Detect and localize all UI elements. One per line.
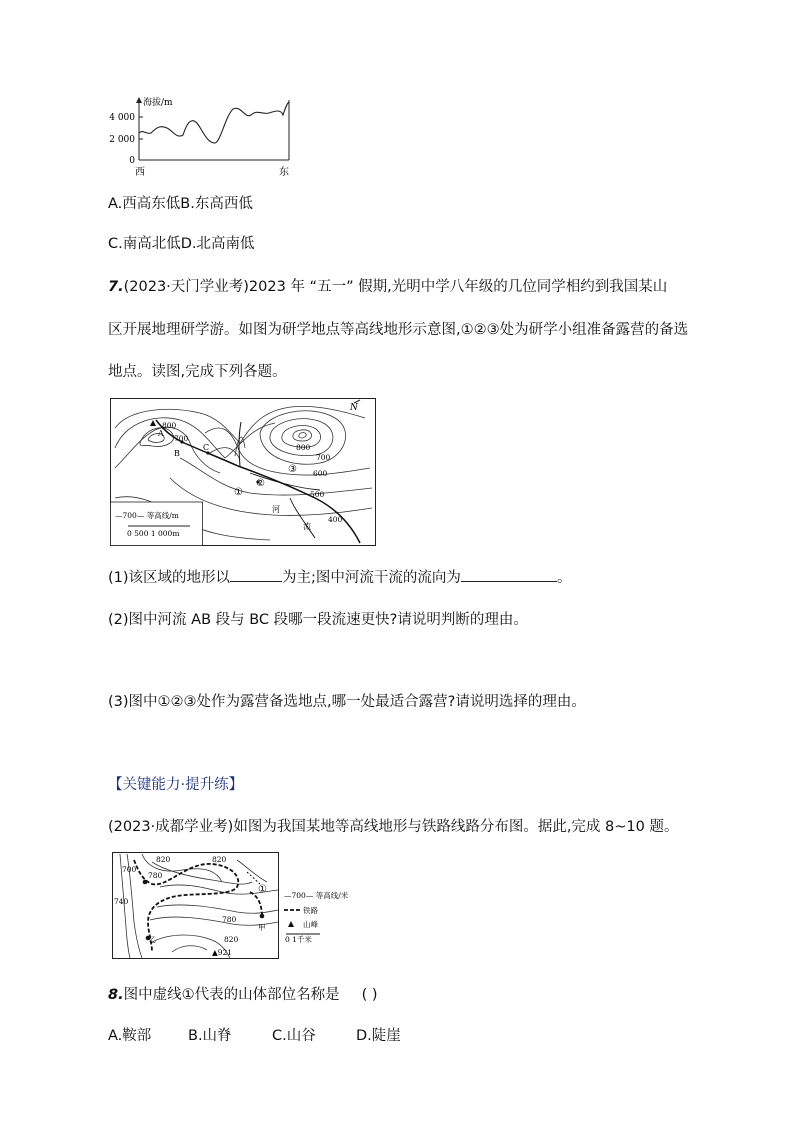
label-dashed-1: ① xyxy=(258,884,267,895)
contour-map-figure xyxy=(110,398,376,546)
q7-sub1-blank1[interactable] xyxy=(230,567,282,582)
elevation-profile-figure xyxy=(105,95,300,180)
q7-number: 7. xyxy=(108,279,124,295)
label-780-a: 780 xyxy=(148,871,163,880)
site-1: ① xyxy=(234,487,243,498)
site-2: ② xyxy=(256,478,265,489)
north-label: N xyxy=(350,403,358,413)
q8-option-a[interactable]: A.鞍部 xyxy=(108,1028,152,1044)
legend-scale: 0 500 1 000m xyxy=(127,529,180,538)
section-intro: (2023·成都学业考)如图为我国某地等高线地形与铁路线路分布图。据此,完成 8~10 题。 xyxy=(108,819,679,835)
q8-option-b[interactable]: B.山脊 xyxy=(188,1028,232,1044)
label-400: 400 xyxy=(328,515,343,524)
legend-contour-3: —700— 等高线/米 xyxy=(284,891,349,900)
label-C: C xyxy=(203,443,210,452)
q8-options xyxy=(108,1024,401,1045)
label-west: 西 xyxy=(135,167,145,178)
label-740: 740 xyxy=(114,897,129,906)
label-liu: 流 xyxy=(303,522,311,531)
site-3: ③ xyxy=(288,464,297,475)
label-820-c: 820 xyxy=(224,935,239,944)
railway-contour-figure xyxy=(112,852,362,962)
label-780-b: 780 xyxy=(222,915,237,924)
label-820-a: 820 xyxy=(156,855,171,864)
label-500: 500 xyxy=(310,490,325,499)
q7-sub1-blank2[interactable] xyxy=(461,567,557,582)
q7-sub1-text-b: 为主;图中河流干流的流向为 xyxy=(282,570,461,586)
label-he: 河 xyxy=(272,505,280,514)
label-yi: 乙 xyxy=(149,936,156,944)
profile-line xyxy=(139,102,289,143)
label-east: 东 xyxy=(279,167,289,178)
y-label: 海拔/m xyxy=(143,98,173,108)
q7-stem-line2: 区开展地理研学游。如图为研学地点等高线地形示意图,①②③处为研学小组准备露营的备选 xyxy=(108,322,689,338)
label-A: A xyxy=(158,429,164,438)
map-legend xyxy=(111,502,203,546)
label-600: 600 xyxy=(313,469,328,478)
q7-sub3: (3)图中①②③处作为露营备选地点,哪一处最适合露营?请说明选择的理由。 xyxy=(108,694,586,710)
q8-paren: ( ) xyxy=(361,987,378,1003)
q7-sub1-text-c: 。 xyxy=(556,570,572,586)
label-820-b: 820 xyxy=(212,855,227,864)
q7-sub2: (2)图中河流 AB 段与 BC 段哪一段流速更快?请说明判断的理由。 xyxy=(108,612,528,628)
legend-peak: 山峰 xyxy=(303,920,318,929)
q7-stem-line3: 地点。读图,完成下列各题。 xyxy=(108,364,287,380)
q7-sub1-text-a: (1)该区域的地形以 xyxy=(108,570,231,586)
label-800-right: 800 xyxy=(296,443,311,452)
q6-options-line1: A.西高东低B.东高西低 xyxy=(108,196,253,212)
y-axis-arrow xyxy=(136,97,142,103)
label-700-right: 700 xyxy=(316,453,331,462)
label-jia: 甲 xyxy=(258,923,266,932)
section-title: 【关键能力·提升练】 xyxy=(108,777,244,793)
label-peak-921: ▲921 xyxy=(212,948,233,957)
q7-stem-text1: (2023·天门学业考)2023 年 “五一” 假期,光明中学八年级的几位同学相约到我国某山 xyxy=(123,279,668,295)
q8-stem xyxy=(108,983,378,1004)
label-800-left: 800 xyxy=(162,421,177,430)
q7-stem-line1 xyxy=(108,275,667,296)
tick-4000: 4 000 xyxy=(109,113,135,123)
label-B: B xyxy=(174,449,180,458)
q8-option-d[interactable]: D.陡崖 xyxy=(356,1028,401,1044)
label-700: 700 xyxy=(122,865,137,874)
tick-0: 0 xyxy=(129,156,135,166)
q8-number: 8. xyxy=(108,987,124,1003)
legend-contour: —700— 等高线/m xyxy=(115,511,179,520)
legend-scale-3: 0 1千米 xyxy=(285,935,312,944)
q8-stem-text: 图中虚线①代表的山体部位名称是 xyxy=(123,987,340,1003)
legend-rail: 铁路 xyxy=(303,906,318,915)
q7-sub1 xyxy=(108,566,571,587)
legend-peak-icon xyxy=(288,921,294,927)
tick-2000: 2 000 xyxy=(109,135,135,145)
q6-options-line2: C.南高北低D.北高南低 xyxy=(108,236,255,252)
q8-option-c[interactable]: C.山谷 xyxy=(272,1028,316,1044)
label-700-left: 700 xyxy=(174,434,189,443)
